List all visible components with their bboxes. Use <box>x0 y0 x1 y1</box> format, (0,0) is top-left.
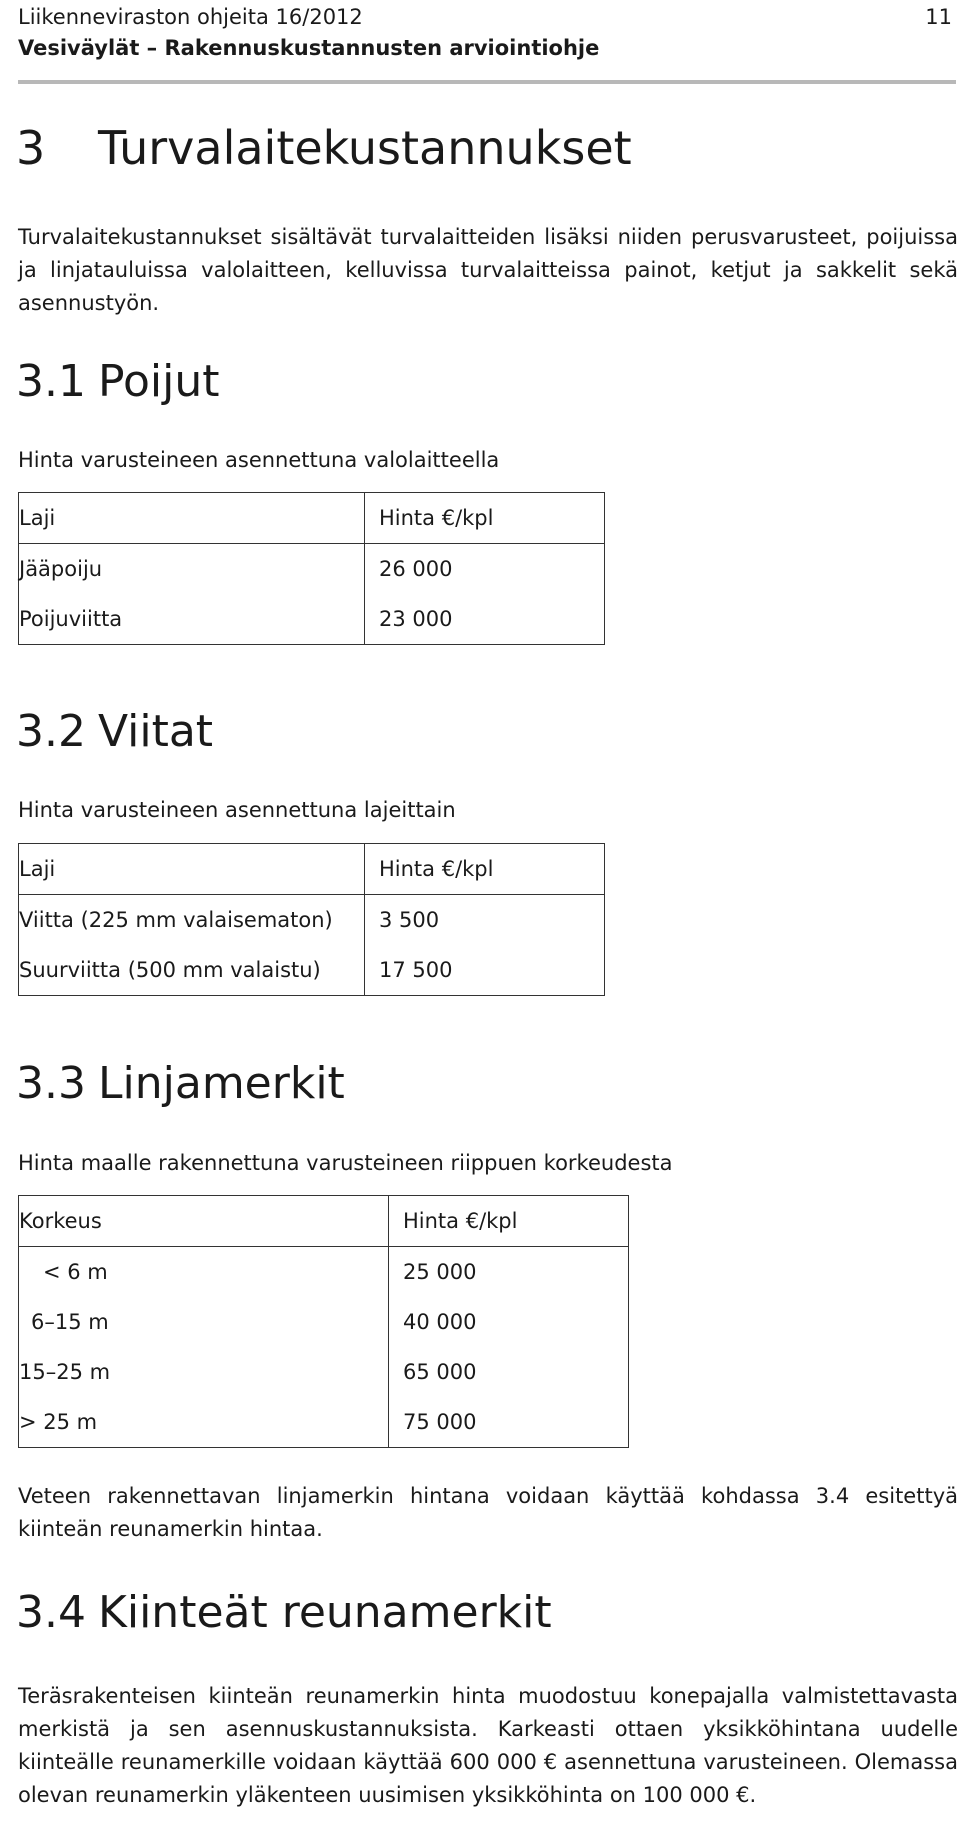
price-table-linjamerkit <box>18 1195 629 1448</box>
publication-series: Liikenneviraston ohjeita 16/2012 <box>18 5 363 29</box>
table-header-cell: Hinta €/kpl <box>389 1196 629 1247</box>
section-number: 3.2 <box>16 706 86 757</box>
table-cell: 15–25 m <box>19 1347 389 1397</box>
section-3-heading <box>16 120 632 176</box>
table-cell: 6–15 m <box>19 1297 389 1347</box>
table-header-cell: Laji <box>19 493 365 544</box>
table-row <box>19 1397 629 1448</box>
table-cell: 75 000 <box>389 1397 629 1448</box>
table-row <box>19 1247 629 1298</box>
table-row <box>19 594 605 645</box>
table-caption: Hinta maalle rakennettuna varusteineen riippuen korkeudesta <box>18 1151 673 1175</box>
table-header-cell: Hinta €/kpl <box>365 493 605 544</box>
table-cell: Suurviitta (500 mm valaistu) <box>19 945 365 996</box>
reunamerkit-body: Teräsrakenteisen kiinteän reunamerkin hinta muodostuu konepajalla valmistettavasta merkistä ja sen asennuskustannuksista. Karkeasti ottaen yksikköhintana uudelle kiinteälle reunamerkille voidaan käyttää 600 000 € asennettuna varusteineen. Olemassa olevan reunamerkin yläkenteen uusimisen yksikköhinta on 100 000 €. <box>18 1684 958 1807</box>
section-title: Kiinteät reunamerkit <box>98 1587 552 1638</box>
table-row <box>19 1347 629 1397</box>
table-cell: 3 500 <box>365 895 605 946</box>
section-3-4-heading <box>16 1586 552 1640</box>
table-row <box>19 1297 629 1347</box>
section-title: Linjamerkit <box>98 1058 345 1109</box>
table-cell: Poijuviitta <box>19 594 365 645</box>
table-cell: Jääpoiju <box>19 544 365 595</box>
table-header-row <box>19 844 605 895</box>
section-3-intro: Turvalaitekustannukset sisältävät turvalaitteiden lisäksi niiden perusvarusteet, poijuissa ja linjatauluissa valolaitteen, kelluvissa turvalaitteissa painot, ketjut ja sakkelit sekä asennustyön. <box>18 225 958 315</box>
table-cell: 17 500 <box>365 945 605 996</box>
section-3-3-heading <box>16 1057 345 1111</box>
section-title: Turvalaitekustannukset <box>98 121 632 175</box>
page-number: 11 <box>925 5 952 29</box>
price-table-viitat <box>18 843 605 996</box>
table-header-cell: Hinta €/kpl <box>365 844 605 895</box>
section-3-2-heading <box>16 705 213 759</box>
document-subtitle: Vesiväylät – Rakennuskustannusten arviointiohje <box>18 36 600 60</box>
table-row <box>19 895 605 946</box>
price-table-poijut <box>18 492 605 645</box>
section-title: Viitat <box>98 706 214 757</box>
table-cell: Viitta (225 mm valaisematon) <box>19 895 365 946</box>
table-cell: 25 000 <box>389 1247 629 1298</box>
table-caption: Hinta varusteineen asennettuna lajeittain <box>18 798 456 822</box>
table-header-cell: Korkeus <box>19 1196 389 1247</box>
table-cell: < 6 m <box>19 1247 389 1298</box>
section-number: 3.4 <box>16 1587 86 1638</box>
linjamerkit-note: Veteen rakennettavan linjamerkin hintana voidaan käyttää kohdassa 3.4 esitettyä kiinteän reunamerkin hintaa. <box>18 1484 958 1541</box>
header-divider <box>18 80 956 84</box>
section-title: Poijut <box>98 356 220 407</box>
table-cell: 40 000 <box>389 1297 629 1347</box>
section-number: 3 <box>16 121 46 175</box>
table-header-row <box>19 493 605 544</box>
table-cell: 65 000 <box>389 1347 629 1397</box>
table-cell: > 25 m <box>19 1397 389 1448</box>
table-row <box>19 544 605 595</box>
table-row <box>19 945 605 996</box>
table-cell: 26 000 <box>365 544 605 595</box>
section-3-1-heading <box>16 355 219 409</box>
section-number: 3.1 <box>16 356 86 407</box>
table-caption: Hinta varusteineen asennettuna valolaitteella <box>18 448 500 472</box>
table-header-cell: Laji <box>19 844 365 895</box>
table-cell: 23 000 <box>365 594 605 645</box>
section-number: 3.3 <box>16 1058 86 1109</box>
table-header-row <box>19 1196 629 1247</box>
